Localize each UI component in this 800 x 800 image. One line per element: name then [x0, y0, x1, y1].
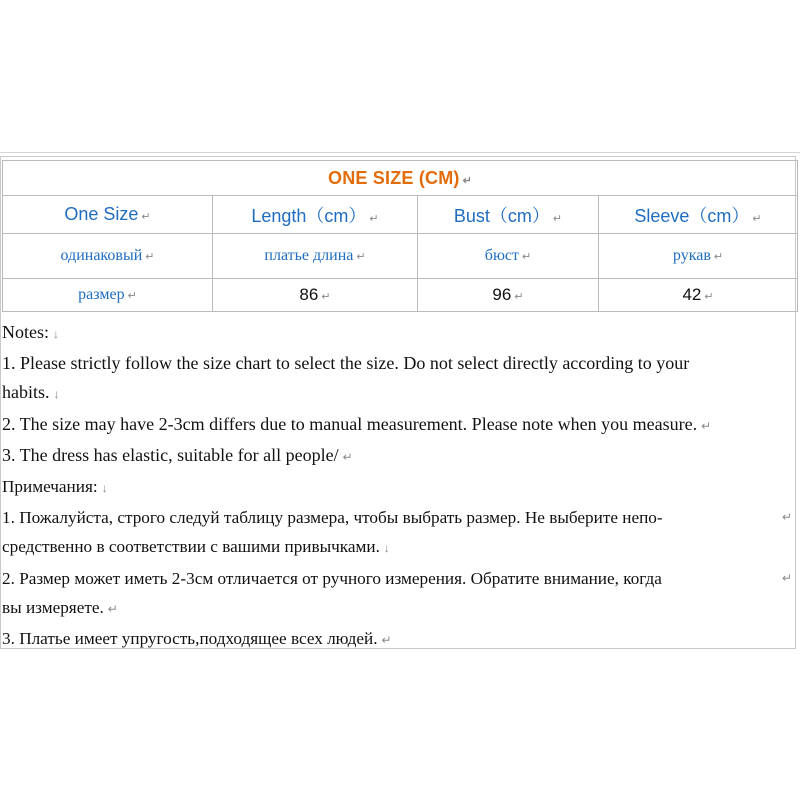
paragraph-mark-icon: ↵ — [514, 291, 524, 303]
table-cell — [213, 279, 418, 312]
paragraph-mark-icon: ↵ — [381, 633, 392, 648]
russian-header-row — [3, 234, 798, 279]
notes-line — [2, 441, 796, 472]
paragraph-mark-icon: ↵ — [342, 449, 353, 464]
note-en-1a: 1. Please strictly follow the size chart to select the size. Do not select directly according to your — [2, 353, 690, 374]
header-row — [3, 196, 798, 234]
bust-value: 96 — [492, 285, 512, 304]
russian-header-one-size: одинаковый — [60, 247, 143, 264]
paragraph-mark-icon: ↵ — [127, 290, 137, 302]
notes-line — [2, 624, 796, 655]
table-title-row — [3, 161, 798, 196]
header-bust: Bust（cm） — [453, 205, 550, 226]
header-cell — [3, 196, 213, 234]
header-length: Length（cm） — [251, 205, 367, 226]
notes-line — [2, 503, 796, 532]
line-break-icon: ↓ — [383, 541, 390, 556]
notes-line — [2, 318, 796, 349]
table-title-cell — [3, 161, 798, 196]
table-cell — [599, 279, 798, 312]
table-cell — [213, 234, 418, 279]
paragraph-mark-icon: ↵ — [462, 174, 473, 187]
line-break-icon: ↓ — [101, 481, 108, 496]
header-one-size: One Size — [64, 204, 139, 224]
notes-section — [2, 318, 796, 655]
notes-line — [2, 532, 796, 563]
note-ru-2b: вы измеряете. — [2, 597, 104, 617]
table-title: ONE SIZE (CM) — [328, 167, 460, 188]
paragraph-mark-icon: ↵ — [704, 291, 714, 303]
notes-line — [2, 349, 796, 378]
table-cell — [3, 279, 213, 312]
paragraph-mark-icon: ↵ — [145, 251, 155, 263]
value-row — [3, 279, 798, 312]
paragraph-mark-icon: ↵ — [781, 570, 792, 585]
length-value: 86 — [299, 285, 319, 304]
size-label: размер — [78, 286, 125, 303]
paragraph-mark-icon: ↵ — [521, 251, 532, 263]
notes-line — [2, 593, 796, 624]
top-rule — [0, 152, 800, 153]
paragraph-mark-icon: ↵ — [552, 212, 563, 225]
paragraph-mark-icon: ↵ — [701, 418, 712, 433]
paragraph-mark-icon: ↵ — [713, 251, 724, 263]
note-en-1b: habits. — [2, 382, 50, 403]
header-cell — [418, 196, 599, 234]
russian-header-length: платье длина — [264, 247, 354, 264]
table-cell — [418, 279, 599, 312]
paragraph-mark-icon: ↵ — [369, 212, 379, 225]
notes-heading-ru: Примечания: — [2, 477, 98, 497]
paragraph-mark-icon: ↵ — [141, 211, 151, 223]
table-cell — [599, 234, 798, 279]
line-break-icon: ↓ — [53, 327, 59, 341]
line-break-icon: ↓ — [53, 387, 60, 402]
header-sleeve: Sleeve（cm） — [634, 205, 750, 226]
sleeve-value: 42 — [682, 285, 702, 304]
note-ru-1b: средственно в соответствии с вашими привычками. — [2, 537, 380, 557]
note-ru-2a: 2. Размер может иметь 2-3см отличается от ручного измерения. Обратите внимание, когда — [2, 568, 662, 588]
size-chart-table — [2, 160, 798, 312]
table-cell — [418, 234, 599, 279]
notes-line — [2, 472, 796, 503]
russian-header-sleeve: рукав — [672, 247, 711, 264]
notes-line — [2, 564, 796, 593]
note-ru-1a: 1. Пожалуйста, строго следуй таблицу размера, чтобы выбрать размер. Не выберите непо- — [2, 508, 663, 528]
paragraph-mark-icon: ↵ — [107, 601, 118, 616]
table-cell — [3, 234, 213, 279]
paragraph-mark-icon: ↵ — [752, 212, 762, 225]
paragraph-mark-icon: ↵ — [321, 291, 331, 303]
notes-line — [2, 410, 796, 441]
notes-heading-en: Notes: — [2, 322, 49, 342]
note-en-3: 3. The dress has elastic, suitable for all people/ — [2, 444, 339, 465]
paragraph-mark-icon: ↵ — [781, 510, 792, 525]
header-cell — [213, 196, 418, 234]
notes-line — [2, 378, 796, 409]
russian-header-bust: бюст — [484, 247, 519, 264]
note-ru-3: 3. Платье имеет упругость,подходящее всех людей. — [2, 629, 378, 649]
paragraph-mark-icon: ↵ — [356, 251, 366, 263]
note-en-2: 2. The size may have 2-3cm differs due to manual measurement. Please note when you measure. — [2, 413, 698, 434]
header-cell — [599, 196, 798, 234]
